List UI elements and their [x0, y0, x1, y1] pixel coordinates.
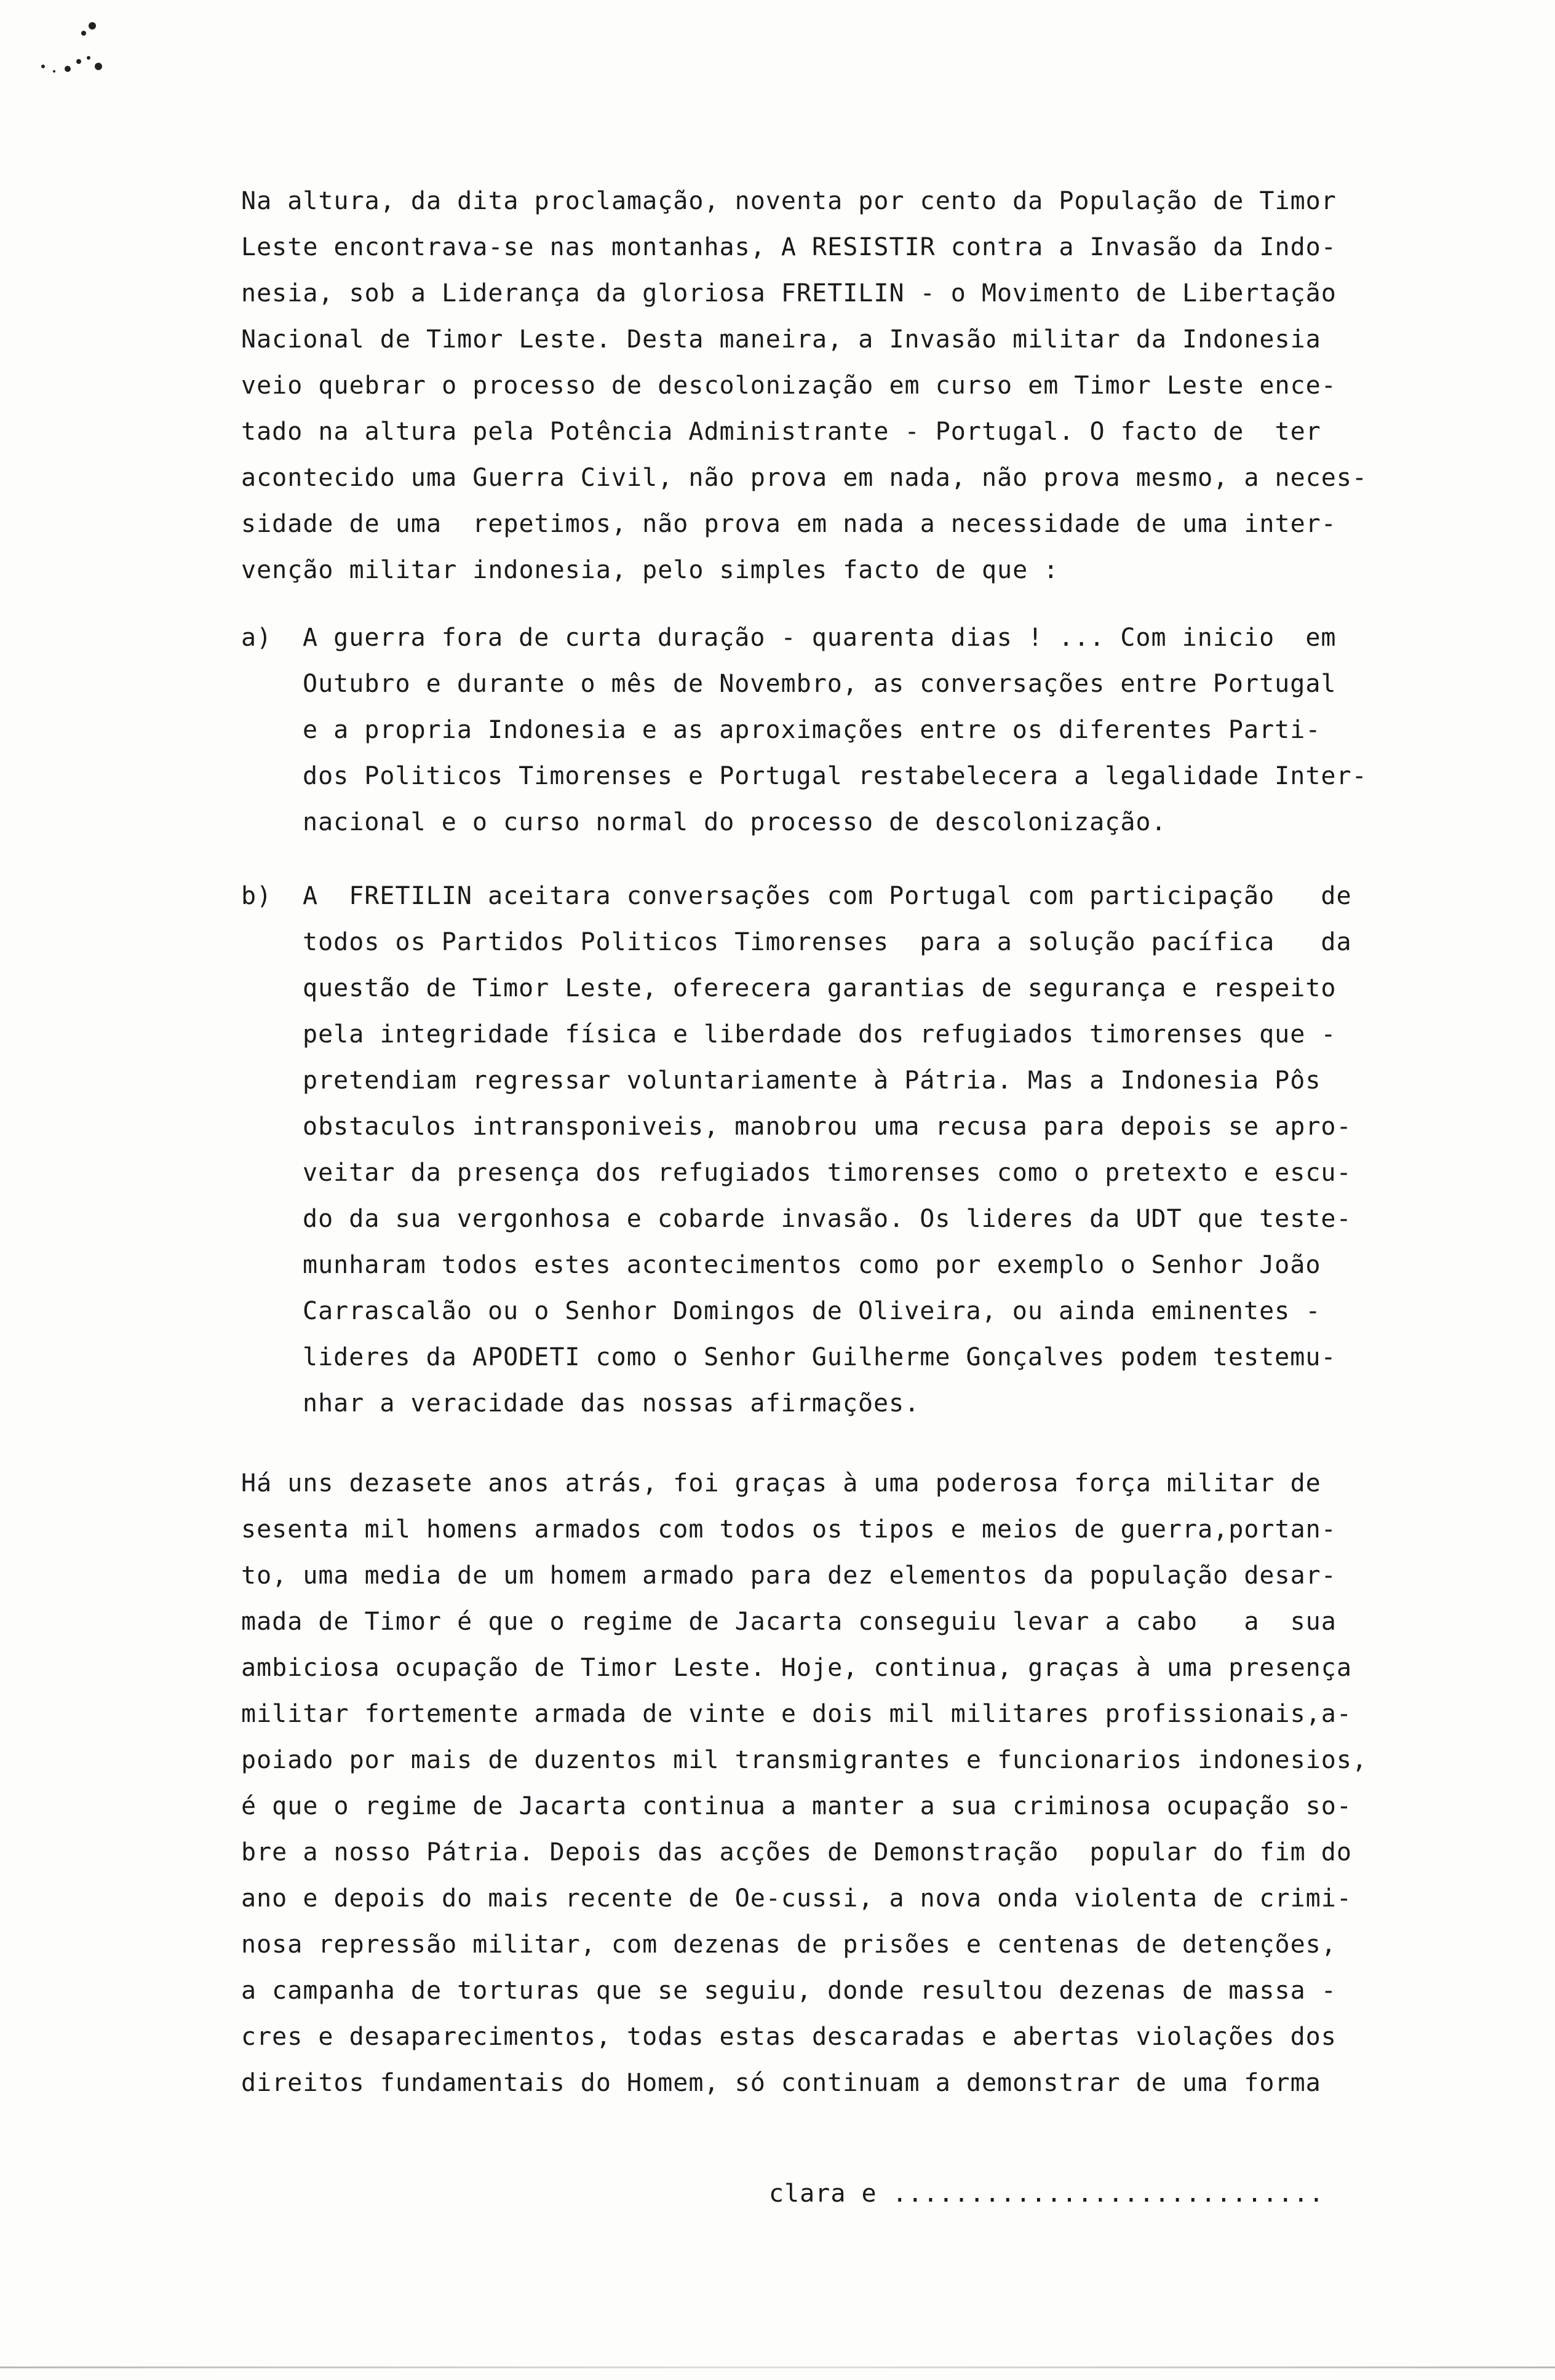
list-line: e a propria Indonesia e as aproximações entre os diferentes Parti- [303, 716, 1321, 744]
list-line: lideres da APODETI como o Senhor Guilherme Gonçalves podem testemu- [303, 1343, 1337, 1371]
paragraph-line: cres e desaparecimentos, todas estas descaradas e abertas violações dos [241, 2023, 1337, 2051]
list-line: nhar a veracidade das nossas afirmações. [303, 1389, 920, 1418]
paragraph-line: direitos fundamentais do Homem, só continuam a demonstrar de uma forma [241, 2069, 1321, 2097]
list-line: todos os Partidos Politicos Timorenses para a solução pacífica da [303, 928, 1352, 956]
list-marker: b) [241, 882, 272, 910]
paragraph-line: acontecido uma Guerra Civil, não prova em nada, não prova mesmo, a neces- [241, 464, 1367, 492]
list-line: A guerra fora de curta duração - quarenta dias ! ... Com inicio em [303, 624, 1337, 652]
paragraph-line: to, uma media de um homem armado para dez elementos da população desar- [241, 1561, 1337, 1590]
paragraph-line: militar fortemente armada de vinte e dois mil militares profissionais,a- [241, 1700, 1352, 1728]
paragraph-line: tado na altura pela Potência Administrante - Portugal. O facto de ter [241, 418, 1321, 446]
list-line: Outubro e durante o mês de Novembro, as conversações entre Portugal [303, 670, 1337, 698]
paragraph-line: poiado por mais de duzentos mil transmigrantes e funcionarios indonesios, [241, 1746, 1367, 1774]
list-line: A FRETILIN aceitara conversações com Portugal com participação de [303, 882, 1352, 910]
paragraph-line: veio quebrar o processo de descolonização em curso em Timor Leste ence- [241, 371, 1337, 400]
scan-edge-line [0, 2366, 1555, 2368]
list-line: pela integridade física e liberdade dos refugiados timorenses que - [303, 1020, 1337, 1049]
list-line: Carrascalão ou o Senhor Domingos de Oliveira, ou ainda eminentes - [303, 1297, 1321, 1325]
ink-specks-decoration [25, 12, 123, 86]
paragraph-line: nosa repressão militar, com dezenas de prisões e centenas de detenções, [241, 1930, 1337, 1959]
list-line: munharam todos estes acontecimentos como por exemplo o Senhor João [303, 1251, 1321, 1279]
list-item-body [303, 873, 1422, 1427]
list-line: questão de Timor Leste, oferecera garantias de segurança e respeito [303, 974, 1337, 1002]
paragraph-line: a campanha de torturas que se seguiu, donde resultou dezenas de massa - [241, 1977, 1337, 2005]
paragraph-main [241, 1461, 1422, 2106]
list-marker: a) [241, 624, 272, 652]
paragraph-line: Na altura, da dita proclamação, noventa por cento da População de Timor [241, 187, 1337, 215]
list-line: veitar da presença dos refugiados timorenses como o pretexto e escu- [303, 1159, 1352, 1187]
list-line: pretendiam regressar voluntariamente à Pátria. Mas a Indonesia Pôs [303, 1066, 1321, 1095]
list-line: obstaculos intransponiveis, manobrou uma recusa para depois se apro- [303, 1113, 1352, 1141]
paragraph-line: venção militar indonesia, pelo simples facto de que : [241, 556, 1059, 584]
page-continuation-catchword: clara e ............................ [769, 2180, 1324, 2208]
list-line: dos Politicos Timorenses e Portugal restabelecera a legalidade Inter- [303, 762, 1367, 790]
paragraph-line: bre a nosso Pátria. Depois das acções de Demonstração popular do fim do [241, 1838, 1352, 1866]
paragraph-line: ambiciosa ocupação de Timor Leste. Hoje, continua, graças à uma presença [241, 1654, 1352, 1682]
paragraph-line: Nacional de Timor Leste. Desta maneira, a Invasão militar da Indonesia [241, 325, 1321, 354]
paragraph-line: ano e depois do mais recente de Oe-cussi, a nova onda violenta de crimi- [241, 1884, 1352, 1913]
list-line: nacional e o curso normal do processo de descolonização. [303, 808, 1167, 836]
list-line: do da sua vergonhosa e cobarde invasão. Os lideres da UDT que teste- [303, 1205, 1352, 1233]
paragraph-intro [241, 178, 1422, 593]
paragraph-line: Leste encontrava-se nas montanhas, A RESISTIR contra a Invasão da Indo- [241, 233, 1337, 261]
paragraph-line: sesenta mil homens armados com todos os tipos e meios de guerra,portan- [241, 1515, 1337, 1544]
list-item-body [303, 615, 1422, 846]
paragraph-line: é que o regime de Jacarta continua a manter a sua criminosa ocupação so- [241, 1792, 1352, 1820]
paragraph-line: sidade de uma repetimos, não prova em nada a necessidade de uma inter- [241, 510, 1337, 538]
paragraph-line: mada de Timor é que o regime de Jacarta conseguiu levar a cabo a sua [241, 1608, 1337, 1636]
paragraph-line: Há uns dezasete anos atrás, foi graças à uma poderosa força militar de [241, 1469, 1321, 1497]
paragraph-line: nesia, sob a Liderança da gloriosa FRETILIN - o Movimento de Libertação [241, 279, 1337, 307]
